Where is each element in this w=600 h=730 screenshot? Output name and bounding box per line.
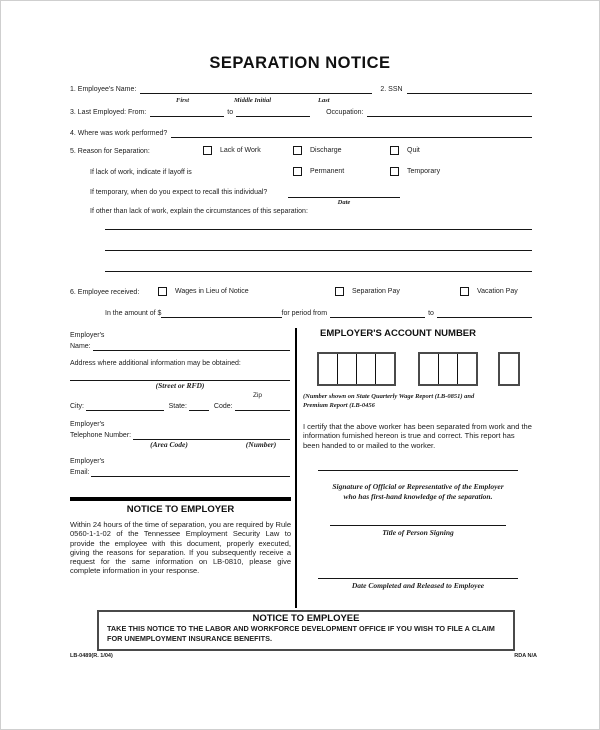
employer-phone-label-line2: Telephone Number: [70,432,132,439]
ssn-input-line[interactable] [407,84,532,94]
phone-number-caption: (Number) [245,440,277,449]
street-input-line[interactable] [70,371,290,381]
permanent-label: Permanent [310,168,345,175]
quit-checkbox[interactable] [390,146,399,155]
wages-in-lieu-checkbox[interactable] [158,287,167,296]
separation-pay-label: Separation Pay [352,288,400,295]
account-number-box-group-1 [317,352,396,386]
recall-date-caption: Date [337,199,351,206]
work-location-input-line[interactable] [171,128,532,138]
employer-phone-row [70,430,290,440]
signature-line[interactable] [318,461,518,471]
notice-to-employee-heading: NOTICE TO EMPLOYEE [252,613,360,624]
wages-in-lieu-label: Wages in Lieu of Notice [175,288,249,295]
account-number-box-group-2 [418,352,478,386]
permanent-checkbox[interactable] [293,167,302,176]
explain-input-line-3[interactable] [105,260,532,272]
received-option-wages [158,287,249,296]
account-number-box-cell[interactable] [420,354,438,384]
state-input-line[interactable] [189,401,209,411]
received-option-vacation-pay [460,287,518,296]
amount-label: In the amount of $ [105,310,162,317]
city-state-zip-row [70,401,290,411]
zip-label: Zip [253,392,263,399]
section-separator-bar [70,497,291,501]
amount-input-line[interactable] [161,308,281,318]
layoff-option-temporary [390,167,440,176]
recall-label: If temporary, when do you expect to recall this individual? [90,189,268,196]
employer-phone-input-line[interactable] [133,430,290,440]
notice-to-employer-heading: NOTICE TO EMPLOYER [126,504,235,515]
account-number-box-cell[interactable] [319,354,337,384]
temporary-label: Temporary [407,168,441,175]
work-location-row [70,128,532,138]
title-line[interactable] [330,516,506,526]
reason-option-lack-of-work [203,146,261,155]
area-code-caption: (Area Code) [150,440,188,449]
work-location-label: 4. Where was work performed? [70,130,168,137]
street-caption: (Street or RFD) [155,381,205,390]
reason-option-quit [390,146,420,155]
account-number-box-cell[interactable] [500,354,518,384]
zip-code-input-line[interactable] [235,401,290,411]
period-to-label: to [428,310,434,317]
last-employed-row [70,107,532,117]
to-label: to [227,109,234,116]
employer-name-row [70,341,290,351]
account-number-box-cell[interactable] [337,354,356,384]
rda-number: RDA N/A [514,653,537,659]
column-divider [295,328,297,608]
account-number-box-cell[interactable] [375,354,394,384]
lack-of-work-label: Lack of Work [220,147,261,154]
date-released-line[interactable] [318,569,518,579]
discharge-checkbox[interactable] [293,146,302,155]
state-label: State: [168,403,187,410]
received-option-separation-pay [335,287,400,296]
name-middle-initial-caption: Middle Initial [234,97,272,104]
employer-email-label-line2: Email: [70,469,90,476]
account-number-heading: EMPLOYER'S ACCOUNT NUMBER [319,328,477,339]
title-caption: Title of Person Signing [382,528,454,537]
last-employed-label: 3. Last Employed: From: [70,109,147,116]
zip-code-label: Code: [213,403,233,410]
account-number-box-cell[interactable] [438,354,457,384]
period-from-input-line[interactable] [330,308,425,318]
account-number-box-cell[interactable] [356,354,375,384]
employer-email-label-line1: Employer's [70,458,105,465]
date-released-caption: Date Completed and Released to Employee [351,581,485,590]
explain-input-line-2[interactable] [105,239,532,251]
notice-to-employer-body: Within 24 hours of the time of separation, you are required by Rule 0560-1-1-02 of the Tennessee Employment Security Law to provide the employee with this document, properly executed, giving the reasons for separation. If you subsequently receive a request for the same information on LB-0810, please give complete information in your response. [70,520,291,576]
employer-phone-label-line1: Employer's [70,421,105,428]
signature-caption-line2: who has first-hand knowledge of the separation. [343,491,493,501]
city-input-line[interactable] [86,401,164,411]
name-first-caption: First [176,97,190,104]
layoff-label: If lack of work, indicate if layoff is [90,169,192,176]
reason-option-discharge [293,146,342,155]
employer-email-input-line[interactable] [91,467,290,477]
temporary-checkbox[interactable] [390,167,399,176]
reason-label: 5. Reason for Separation: [70,148,150,155]
employed-from-input-line[interactable] [150,107,224,117]
discharge-label: Discharge [310,147,342,154]
form-title: SEPARATION NOTICE [209,54,391,72]
recall-date-input-line[interactable] [288,186,400,198]
quit-label: Quit [407,147,420,154]
signature-caption [300,482,536,501]
address-label: Address where additional information may be obtained: [70,360,241,367]
layoff-option-permanent [293,167,344,176]
certify-statement: I certify that the above worker has been separated from work and the information furnished hereon is true and correct. This report has been handed to or mailed to the worker. [303,422,532,450]
explain-input-line-1[interactable] [105,218,532,230]
period-from-label: for period from [281,310,328,317]
account-number-box-cell[interactable] [457,354,476,384]
occupation-input-line[interactable] [367,107,532,117]
period-to-input-line[interactable] [437,308,532,318]
employee-name-label: 1. Employee's Name: [70,86,137,93]
form-number: LB-0489(R. 1/04) [70,653,113,659]
occupation-label: Occupation: [326,109,364,116]
vacation-pay-checkbox[interactable] [460,287,469,296]
name-last-caption: Last [318,97,330,104]
separation-pay-checkbox[interactable] [335,287,344,296]
ssn-label: 2. SSN [380,86,403,93]
employed-to-input-line[interactable] [236,107,310,117]
account-number-caption: (Number shown on State Quarterly Wage Report (LB-0851) and Premium Report (LB-0456 [303,393,475,409]
received-label: 6. Employee received: [70,289,140,296]
vacation-pay-label: Vacation Pay [477,288,518,295]
employer-name-label-line1: Employer's [70,332,105,339]
city-label: City: [70,403,84,410]
account-number-box-group-3 [498,352,520,386]
employer-name-label-line2: Name: [70,343,91,350]
lack-of-work-checkbox[interactable] [203,146,212,155]
notice-to-employee-body: TAKE THIS NOTICE TO THE LABOR AND WORKFORCE DEVELOPMENT OFFICE IF YOU WISH TO FILE A CLAIM FOR UNEMPLOYMENT INSURANCE BENEFITS. [107,624,495,643]
employee-name-input-line[interactable] [140,84,372,94]
notice-to-employee-box [97,610,515,651]
employer-email-row [70,467,290,477]
employer-name-input-line[interactable] [93,341,290,351]
explain-label: If other than lack of work, explain the circumstances of this separation: [90,208,308,215]
employee-name-row [70,84,532,94]
amount-row [105,308,532,318]
signature-caption-line1: Signature of Official or Representative of the Employer [332,482,504,491]
